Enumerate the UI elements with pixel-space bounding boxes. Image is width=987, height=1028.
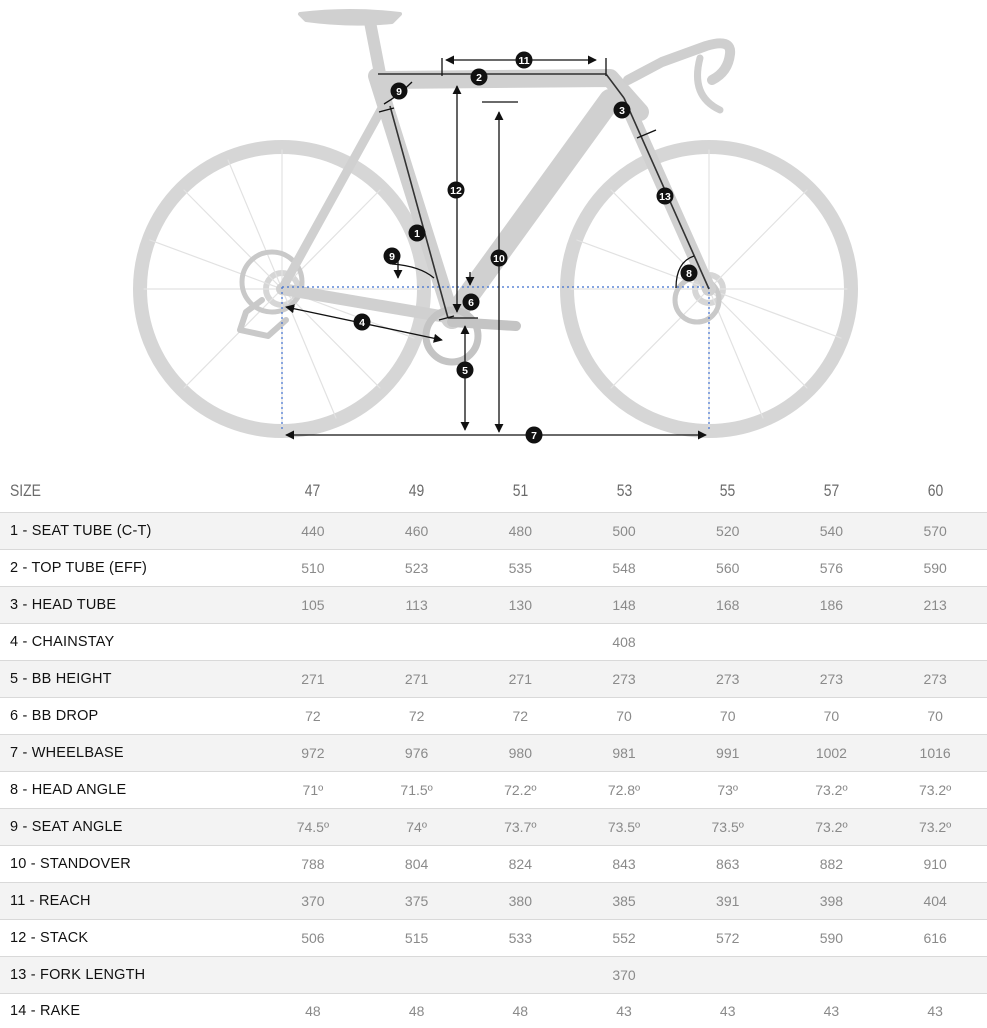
- table-cell: 843: [572, 846, 676, 883]
- table-cell: 391: [676, 883, 780, 920]
- row-label: 4 - CHAINSTAY: [0, 624, 261, 661]
- table-cell: 375: [365, 883, 469, 920]
- marker-1: [409, 225, 426, 242]
- row-label: 1 - SEAT TUBE (C-T): [0, 513, 261, 550]
- table-cell: 72: [365, 698, 469, 735]
- column-header-size-57: 57: [780, 470, 884, 513]
- row-label: 3 - HEAD TUBE: [0, 587, 261, 624]
- table-cell: 43: [572, 994, 676, 1028]
- table-cell: 70: [883, 698, 987, 735]
- table-cell: 273: [883, 661, 987, 698]
- table-cell: 73.2º: [883, 809, 987, 846]
- row-label: 2 - TOP TUBE (EFF): [0, 550, 261, 587]
- table-cell: 976: [365, 735, 469, 772]
- row-label: 11 - REACH: [0, 883, 261, 920]
- svg-text:10: 10: [493, 253, 505, 265]
- svg-text:4: 4: [359, 317, 365, 329]
- table-cell: 480: [468, 513, 572, 550]
- table-cell: 535: [468, 550, 572, 587]
- marker-7: [526, 427, 543, 444]
- table-cell: 520: [676, 513, 780, 550]
- row-label: 9 - SEAT ANGLE: [0, 809, 261, 846]
- table-row: [0, 661, 987, 698]
- table-row: [0, 883, 987, 920]
- marker-12: [448, 182, 465, 199]
- marker-6: [463, 294, 480, 311]
- column-header-size-53: 53: [572, 470, 676, 513]
- table-cell: 273: [676, 661, 780, 698]
- table-cell: 72: [468, 698, 572, 735]
- table-cell: 972: [261, 735, 365, 772]
- table-cell: 863: [676, 846, 780, 883]
- table-cell: 48: [365, 994, 469, 1028]
- table-cell: 168: [676, 587, 780, 624]
- table-cell: 70: [780, 698, 884, 735]
- table-cell: 43: [676, 994, 780, 1028]
- table-row: [0, 587, 987, 624]
- table-row: [0, 550, 987, 587]
- table-cell: 73º: [676, 772, 780, 809]
- table-cell: 510: [261, 550, 365, 587]
- column-header-size-49: 49: [365, 470, 469, 513]
- table-cell: 273: [780, 661, 884, 698]
- svg-text:9: 9: [389, 251, 395, 263]
- table-row: [0, 846, 987, 883]
- table-cell: 981: [572, 735, 676, 772]
- svg-text:5: 5: [462, 365, 468, 377]
- marker-4: [354, 314, 371, 331]
- table-header-row: [0, 470, 987, 513]
- row-label: 10 - STANDOVER: [0, 846, 261, 883]
- row-label: 7 - WHEELBASE: [0, 735, 261, 772]
- svg-text:8: 8: [686, 268, 692, 280]
- table-cell: 385: [572, 883, 676, 920]
- table-row: [0, 809, 987, 846]
- svg-text:1: 1: [414, 228, 420, 240]
- table-cell: 213: [883, 587, 987, 624]
- table-cell: 370: [261, 883, 365, 920]
- table-cell: 460: [365, 513, 469, 550]
- table-cell: 882: [780, 846, 884, 883]
- svg-text:12: 12: [450, 185, 462, 197]
- table-cell: 73.2º: [780, 772, 884, 809]
- table-cell: 271: [261, 661, 365, 698]
- column-header-size: SIZE: [0, 470, 261, 513]
- table-row: [0, 735, 987, 772]
- table-cell: 398: [780, 883, 884, 920]
- table-cell: 980: [468, 735, 572, 772]
- table-row: [0, 772, 987, 809]
- table-cell: 186: [780, 587, 884, 624]
- table-row: [0, 513, 987, 550]
- table-cell: 380: [468, 883, 572, 920]
- table-cell: 273: [572, 661, 676, 698]
- svg-text:13: 13: [659, 191, 671, 203]
- marker-13: [657, 188, 674, 205]
- marker-9-top: [391, 83, 408, 100]
- row-label: 6 - BB DROP: [0, 698, 261, 735]
- table-cell: 370: [261, 957, 987, 994]
- table-cell: 73.2º: [883, 772, 987, 809]
- table-cell: 271: [365, 661, 469, 698]
- svg-text:7: 7: [531, 430, 537, 442]
- table-cell: 113: [365, 587, 469, 624]
- table-cell: 548: [572, 550, 676, 587]
- table-cell: 71º: [261, 772, 365, 809]
- table-cell: 148: [572, 587, 676, 624]
- table-cell: 70: [572, 698, 676, 735]
- table-cell: 70: [676, 698, 780, 735]
- svg-text:2: 2: [476, 72, 482, 84]
- table-cell: 804: [365, 846, 469, 883]
- row-label: 8 - HEAD ANGLE: [0, 772, 261, 809]
- row-label: 5 - BB HEIGHT: [0, 661, 261, 698]
- marker-3: [614, 102, 631, 119]
- bike-geometry-diagram: [0, 0, 987, 470]
- svg-text:3: 3: [619, 105, 625, 117]
- table-cell: 540: [780, 513, 884, 550]
- marker-2: [471, 69, 488, 86]
- table-cell: 73.2º: [780, 809, 884, 846]
- table-cell: 43: [780, 994, 884, 1028]
- table-cell: 560: [676, 550, 780, 587]
- table-cell: 991: [676, 735, 780, 772]
- column-header-size-47: 47: [261, 470, 365, 513]
- table-cell: 533: [468, 920, 572, 957]
- table-cell: 74º: [365, 809, 469, 846]
- svg-text:6: 6: [468, 297, 474, 309]
- marker-9-bottom: [384, 248, 401, 265]
- table-cell: 73.7º: [468, 809, 572, 846]
- marker-11: [516, 52, 533, 69]
- svg-text:9: 9: [396, 86, 402, 98]
- table-cell: 440: [261, 513, 365, 550]
- table-cell: 590: [883, 550, 987, 587]
- row-label: 13 - FORK LENGTH: [0, 957, 261, 994]
- table-cell: 73.5º: [676, 809, 780, 846]
- column-header-size-60: 60: [883, 470, 987, 513]
- table-cell: 74.5º: [261, 809, 365, 846]
- geometry-table-body: [0, 513, 987, 1028]
- table-row: [0, 698, 987, 735]
- table-cell: 788: [261, 846, 365, 883]
- table-cell: 1002: [780, 735, 884, 772]
- table-row: [0, 920, 987, 957]
- table-cell: 824: [468, 846, 572, 883]
- marker-10: [491, 250, 508, 267]
- table-cell: 48: [468, 994, 572, 1028]
- table-cell: 73.5º: [572, 809, 676, 846]
- table-cell: 72: [261, 698, 365, 735]
- geometry-table: [0, 470, 987, 1028]
- table-cell: 616: [883, 920, 987, 957]
- table-cell: 130: [468, 587, 572, 624]
- table-cell: 570: [883, 513, 987, 550]
- table-cell: 43: [883, 994, 987, 1028]
- table-cell: 71.5º: [365, 772, 469, 809]
- table-cell: 506: [261, 920, 365, 957]
- table-cell: 1016: [883, 735, 987, 772]
- table-row: [0, 957, 987, 994]
- column-header-size-55: 55: [676, 470, 780, 513]
- table-cell: 408: [261, 624, 987, 661]
- table-cell: 523: [365, 550, 469, 587]
- table-cell: 576: [780, 550, 884, 587]
- table-cell: 590: [780, 920, 884, 957]
- table-cell: 271: [468, 661, 572, 698]
- row-label: 12 - STACK: [0, 920, 261, 957]
- table-cell: 910: [883, 846, 987, 883]
- table-cell: 500: [572, 513, 676, 550]
- table-cell: 515: [365, 920, 469, 957]
- column-header-size-51: 51: [468, 470, 572, 513]
- table-row: [0, 994, 987, 1028]
- table-cell: 48: [261, 994, 365, 1028]
- table-cell: 572: [676, 920, 780, 957]
- table-cell: 105: [261, 587, 365, 624]
- table-cell: 404: [883, 883, 987, 920]
- svg-text:11: 11: [518, 55, 529, 67]
- table-cell: 552: [572, 920, 676, 957]
- row-label: 14 - RAKE: [0, 994, 261, 1028]
- marker-8: [681, 265, 698, 282]
- table-cell: 72.8º: [572, 772, 676, 809]
- marker-5: [457, 362, 474, 379]
- table-cell: 72.2º: [468, 772, 572, 809]
- table-row: [0, 624, 987, 661]
